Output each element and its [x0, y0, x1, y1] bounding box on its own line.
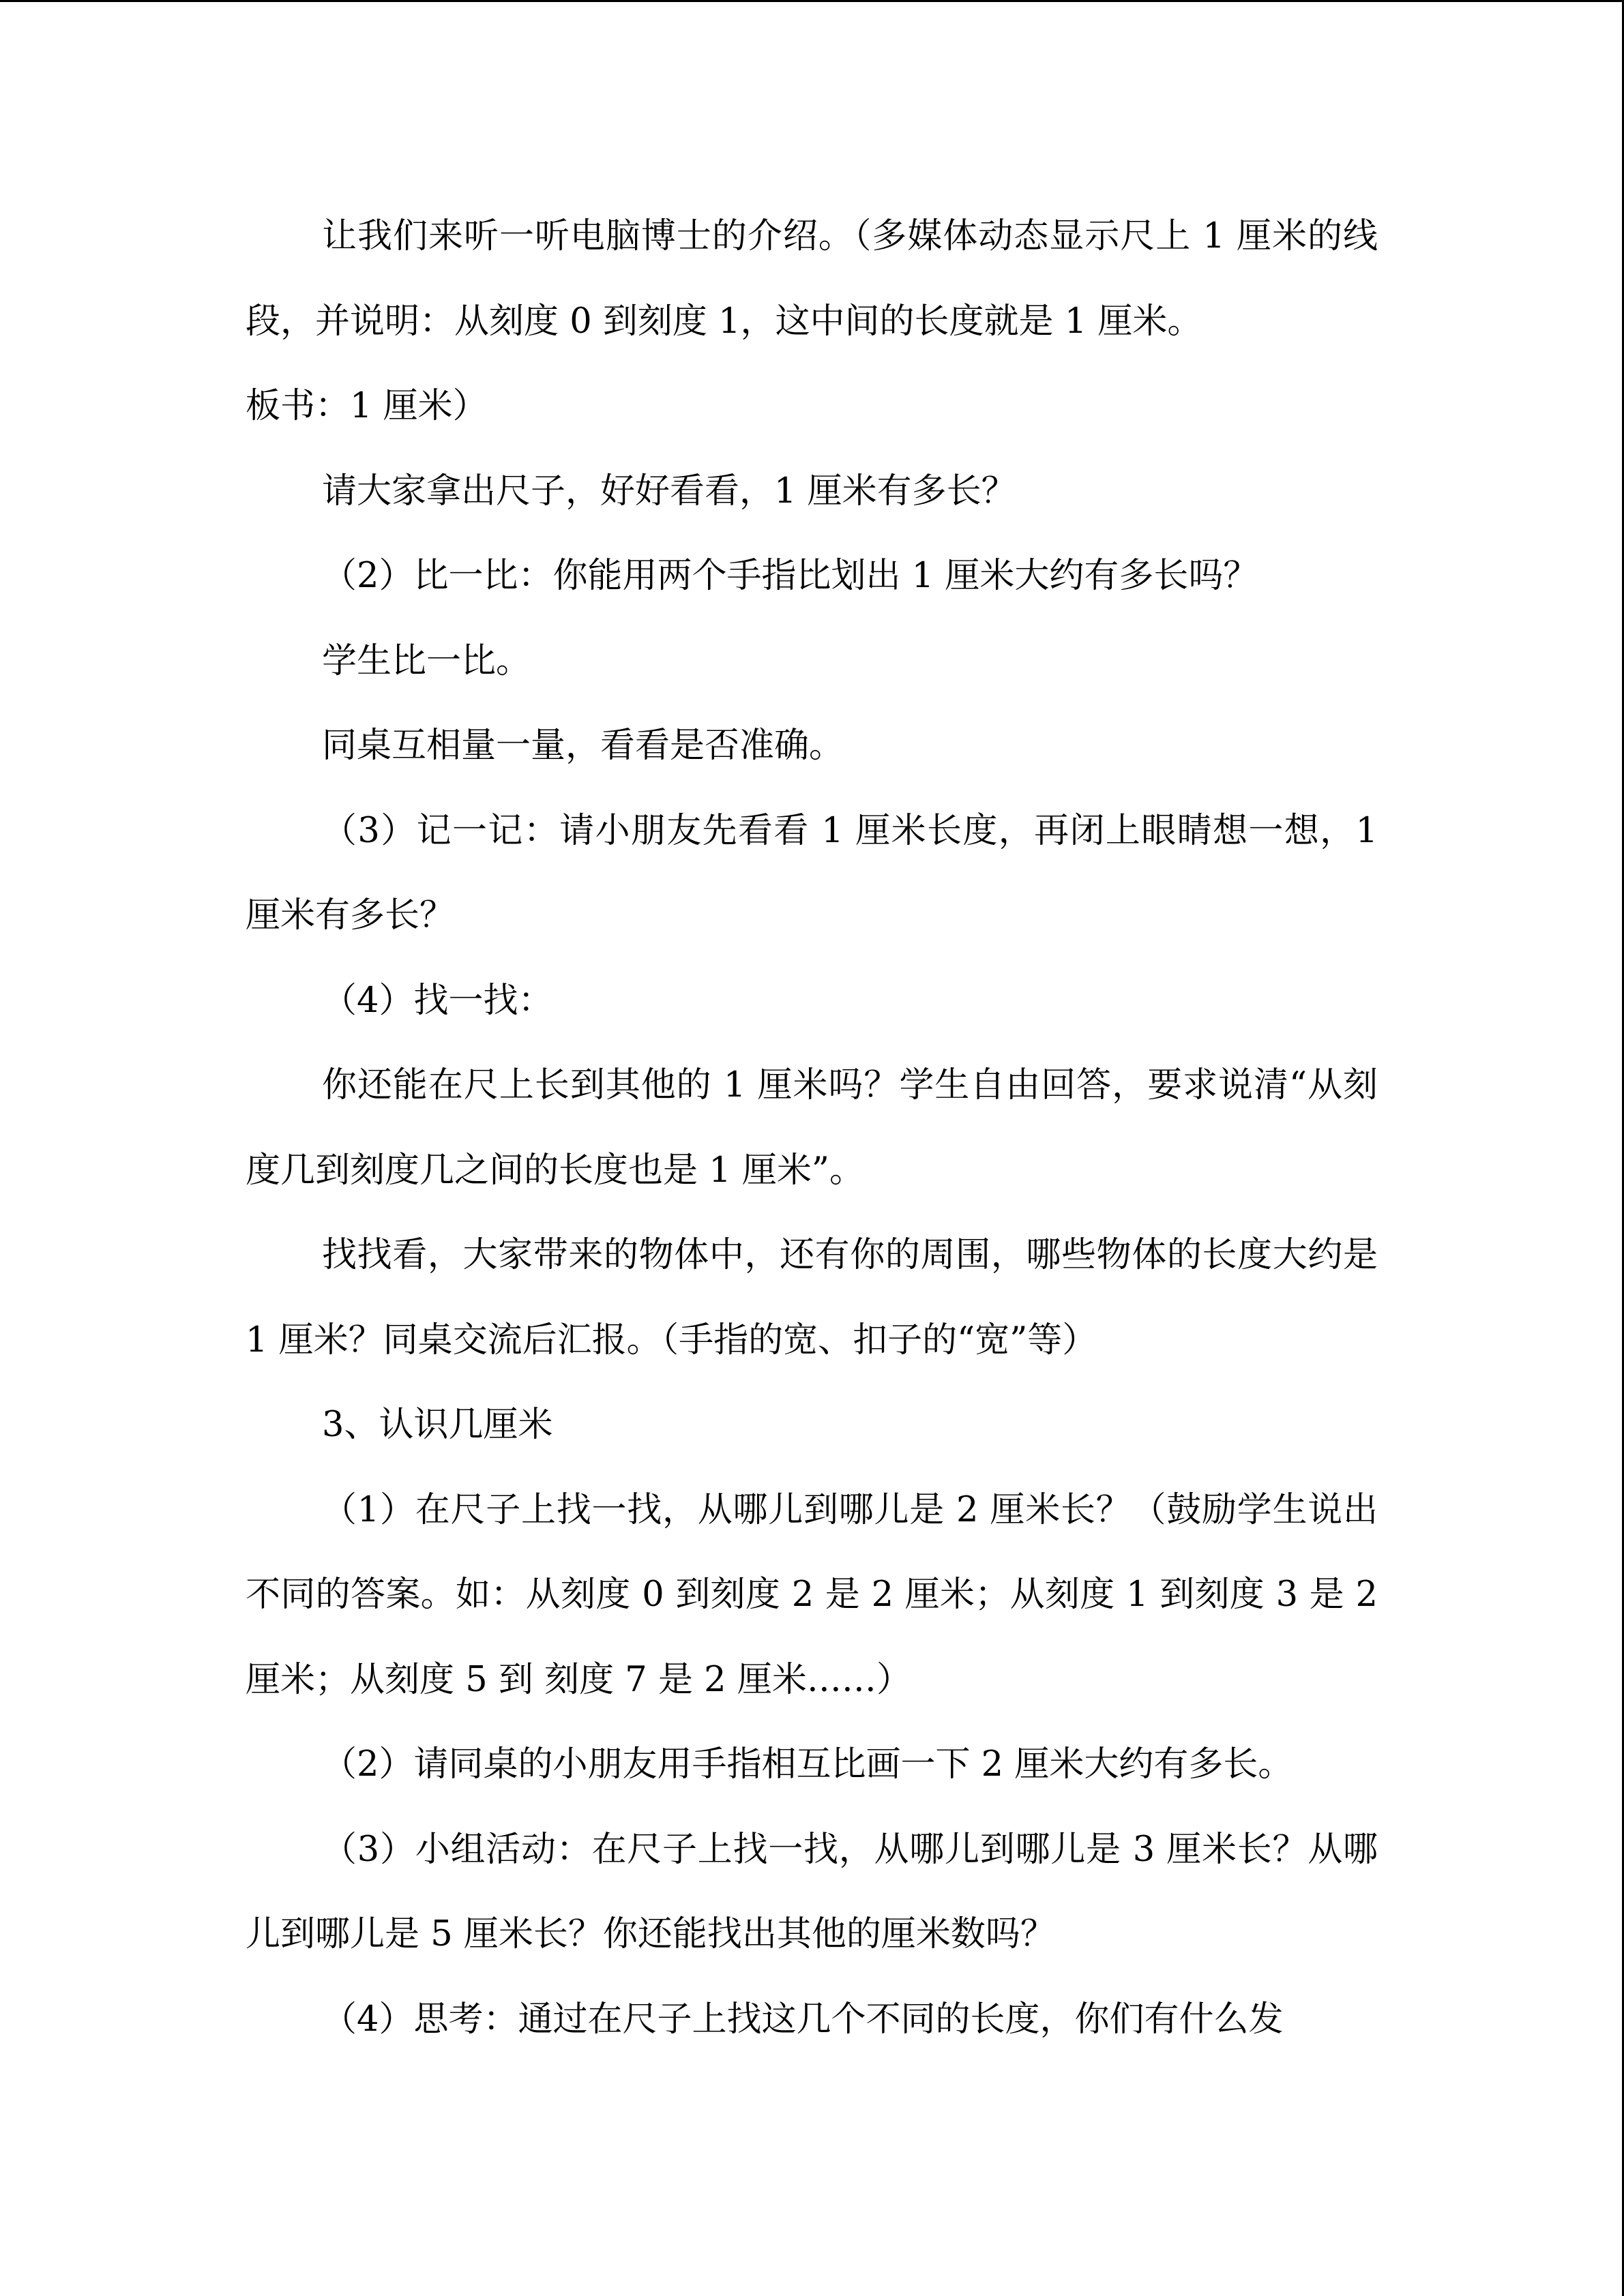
section-heading-several-centimeters: 3、认识几厘米	[322, 1405, 553, 1445]
paragraph-gesture-2cm: （2）请同桌的小朋友用手指相互比画一下 2 厘米大约有多长。	[322, 1744, 1293, 1785]
paragraph-group-activity: （3）小组活动：在尺子上找一找，从哪儿到哪儿是 3 厘米长？从哪儿到哪儿是 5 厘米长？你还能找出其他的厘米数吗？	[246, 1829, 1378, 1954]
paragraph-students-compare: 学生比一比。	[322, 640, 531, 681]
paragraph-desk-mates-measure: 同桌互相量一量，看看是否准确。	[322, 726, 844, 766]
paragraph-computer-doctor-intro: 让我们来听一听电脑博士的介绍。（多媒体动态显示尺上 1 厘米的线段，并说明：从刻度 0 到刻度 1，这中间的长度就是 1 厘米。	[246, 216, 1378, 342]
paragraph-find-objects: 找找看，大家带来的物体中，还有你的周围，哪些物体的长度大约是 1 厘米？同桌交流后汇报。（手指的宽、扣子的“宽”等）	[246, 1235, 1378, 1360]
paragraph-other-centimeters: 你还能在尺上长到其他的 1 厘米吗？学生自由回答，要求说清“从刻度几到刻度几之间的长度也是 1 厘米”。	[246, 1065, 1378, 1191]
paragraph-find-2cm: （1）在尺子上找一找，从哪儿到哪儿是 2 厘米长？（鼓励学生说出不同的答案。如：从刻度 0 到刻度 2 是 2 厘米；从刻度 1 到刻度 3 是 2 厘米；从刻度 5 到 刻度 7 是 2 厘米……）	[246, 1489, 1378, 1700]
paragraph-think: （4）思考：通过在尺子上找这几个不同的长度，你们有什么发	[322, 1999, 1284, 2040]
document-body	[246, 194, 1378, 2062]
paragraph-take-out-ruler: 请大家拿出尺子，好好看看，1 厘米有多长？	[322, 471, 1016, 511]
paragraph-compare: （2）比一比：你能用两个手指比划出 1 厘米大约有多长吗？	[322, 556, 1258, 596]
paragraph-remember: （3）记一记：请小朋友先看看 1 厘米长度，再闭上眼睛想一想，1 厘米有多长？	[246, 810, 1378, 936]
paragraph-board-note: 板书：1 厘米）	[246, 386, 488, 426]
paragraph-find: （4）找一找：	[322, 980, 553, 1021]
